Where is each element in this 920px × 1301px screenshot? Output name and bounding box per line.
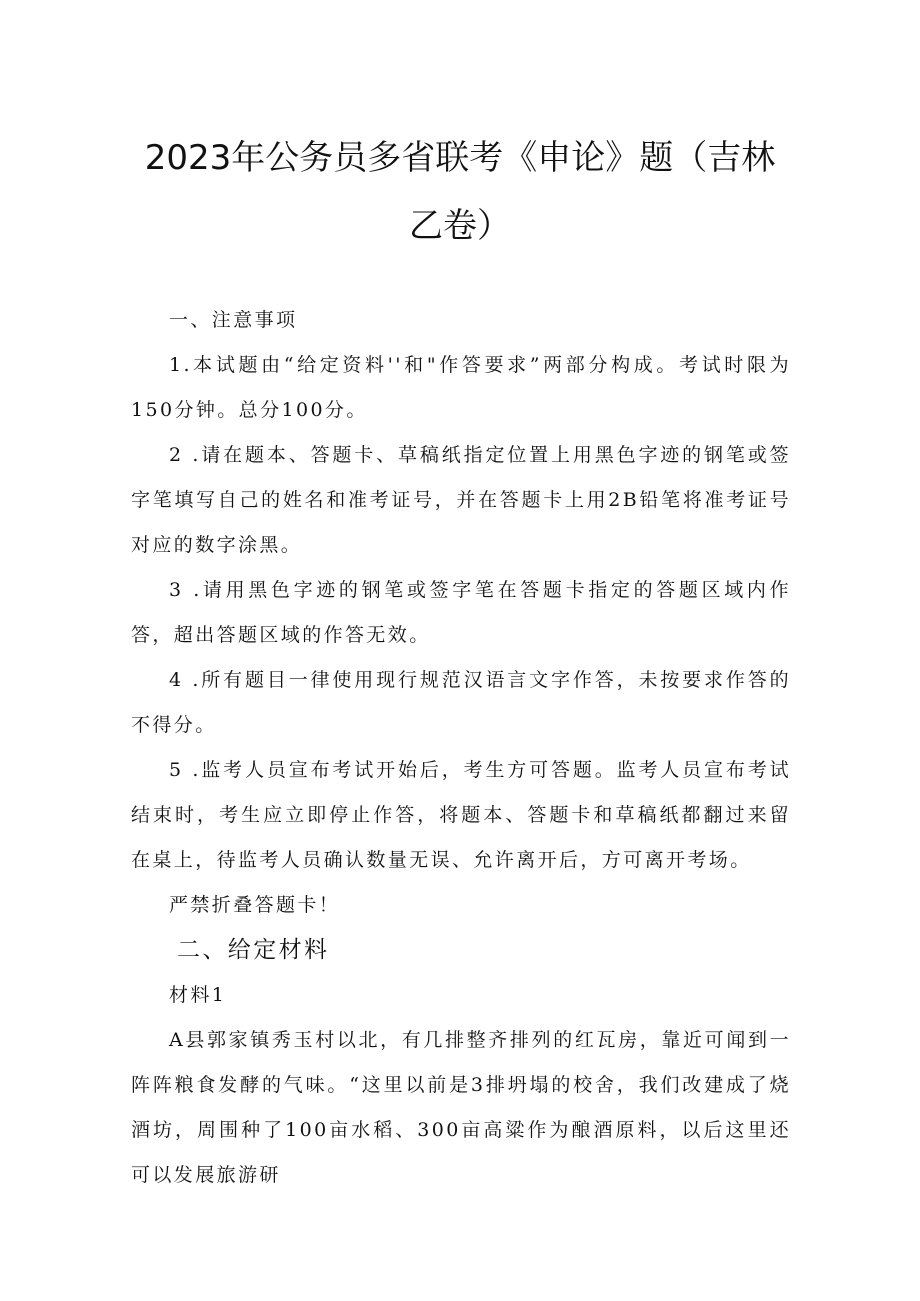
notice-item-2: 2 .请在题本、答题卡、草稿纸指定位置上用黑色字迹的钢笔或签字笔填写自己的姓名和准考证号，并在答题卡上用2B铅笔将准考证号对应的数字涂黑。 (131, 444, 791, 556)
material-paragraph: A县郭家镇秀玉村以北，有几排整齐排列的红瓦房，靠近可闻到一阵阵粮食发酵的气味。“这里以前是3排坍塌的校舍，我们改建成了烧酒坊，周围种了100亩水稻、300亩高粱作为酿酒原料，以后这里还可以发展旅游研 (131, 1029, 791, 1186)
title-line-1: 2023年公务员多省联考《申论》题（吉林 (144, 138, 776, 178)
document-body (131, 298, 791, 1198)
warning-text: 严禁折叠答题卡！ (169, 894, 341, 916)
document-title (140, 124, 780, 260)
section2-heading: 二、给定材料 (177, 937, 330, 963)
title-line-2: 乙卷） (409, 206, 511, 246)
notice-item-1: 1.本试题由“给定资料''和"作答要求”两部分构成。考试时限为150分钟。总分100分。 (131, 354, 791, 421)
notice-item-4: 4 .所有题目一律使用现行规范汉语言文字作答，未按要求作答的不得分。 (131, 669, 791, 736)
section1-heading: 一、注意事项 (169, 309, 298, 331)
notice-item-5: 5 .监考人员宣布考试开始后，考生方可答题。监考人员宣布考试结束时，考生应立即停止作答，将题本、答题卡和草稿纸都翻过来留在桌上，待监考人员确认数量无误、允许离开后，方可离开考场。 (131, 759, 791, 871)
material-label: 材料1 (169, 984, 227, 1006)
notice-item-3: 3 .请用黑色字迹的钢笔或签字笔在答题卡指定的答题区域内作答，超出答题区域的作答无效。 (131, 579, 791, 646)
